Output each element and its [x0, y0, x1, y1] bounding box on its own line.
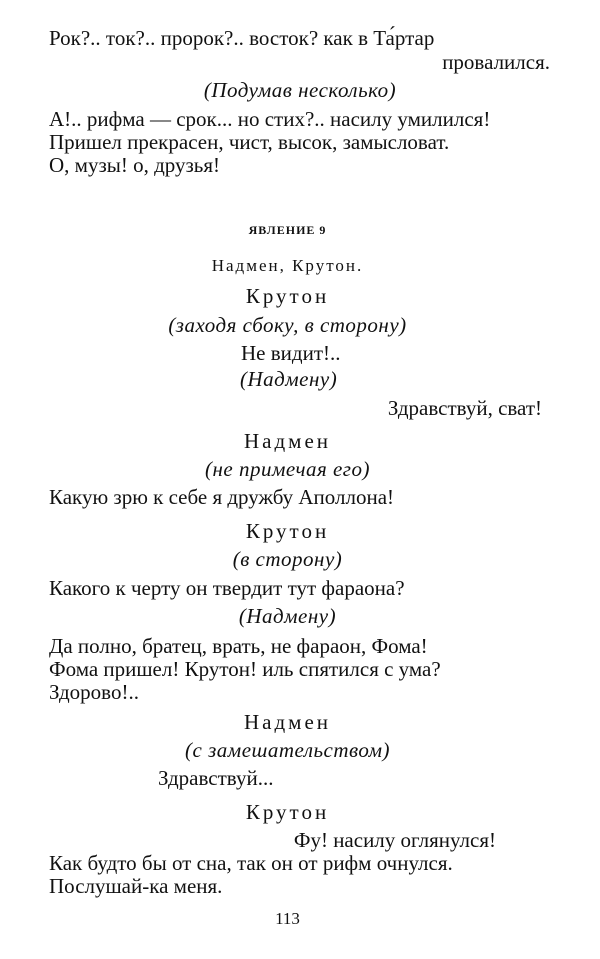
scene-heading: ЯВЛЕНИЕ 9: [248, 223, 327, 237]
stage-direction: (не примечая его): [205, 457, 370, 481]
scene-cast: Надмен, Крутон.: [211, 256, 364, 275]
verse-line: О, музы! о, друзья!: [49, 153, 221, 177]
verse-line: Здравствуй, сват!: [387, 396, 542, 420]
speaker-name: Надмен: [243, 710, 332, 734]
page-number: 113: [275, 909, 300, 928]
stage-direction: (Подумав несколько): [203, 78, 397, 102]
verse-line: Послушай-ка меня.: [49, 874, 223, 898]
stage-direction: (с замешательством): [185, 738, 390, 762]
speaker-name: Крутон: [245, 800, 330, 824]
verse-line: Как будто бы от сна, так он от рифм очнулся.: [49, 851, 453, 875]
verse-line: Пришел прекрасен, чист, высок, замысловат.: [49, 130, 450, 154]
verse-line: Рок?.. ток?.. пророк?.. восток? как в Та́ртар: [49, 26, 435, 50]
speaker-name: Крутон: [245, 284, 330, 308]
verse-line: Не видит!..: [241, 341, 341, 365]
verse-line: Фу! насилу оглянулся!: [293, 828, 496, 852]
verse-line: провалился.: [442, 50, 550, 74]
verse-line: Какую зрю к себе я дружбу Аполлона!: [49, 485, 395, 509]
verse-line: Да полно, братец, врать, не фараон, Фома!: [49, 634, 428, 658]
speaker-name: Надмен: [243, 429, 332, 453]
verse-line: Какого к черту он твердит тут фараона?: [49, 576, 405, 600]
verse-line: Здравствуй...: [158, 766, 274, 790]
stage-direction: (Надмену): [238, 604, 337, 628]
verse-line: Фома пришел! Крутон! иль спятился с ума?: [49, 657, 441, 681]
stage-direction: (заходя сбоку, в сторону): [168, 313, 407, 337]
verse-line: А!.. рифма — срок... но стих?.. насилу умилился!: [49, 107, 491, 131]
stage-direction: (в сторону): [232, 547, 343, 571]
verse-line: Здорово!..: [49, 680, 139, 704]
stage-direction: (Надмену): [240, 367, 338, 391]
speaker-name: Крутон: [245, 519, 330, 543]
